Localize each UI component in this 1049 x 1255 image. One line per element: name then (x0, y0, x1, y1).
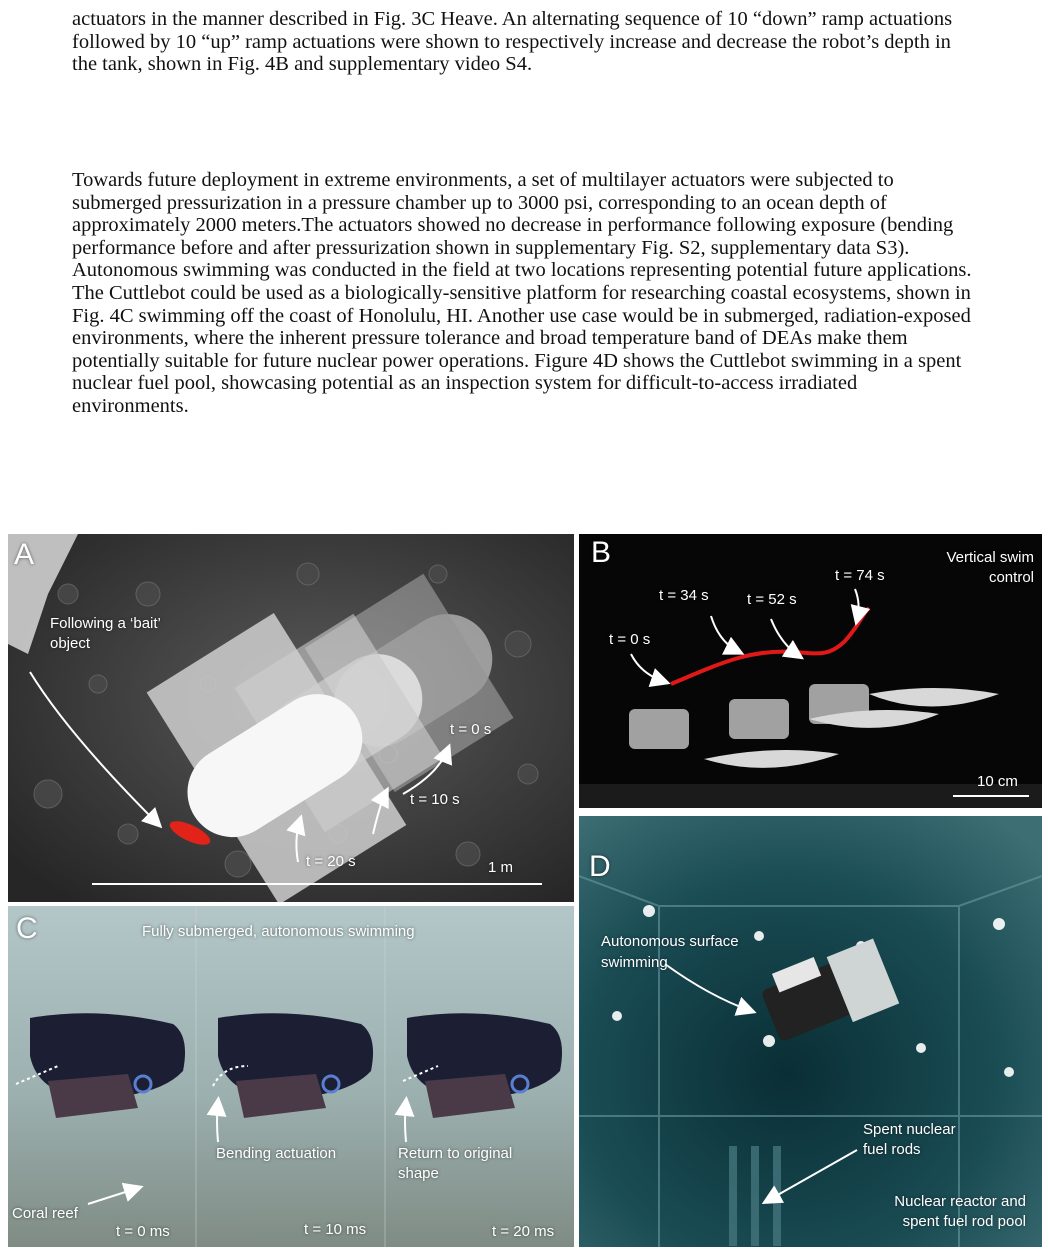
panel-a-bait-label-line2: object (50, 635, 91, 652)
panel-d-surface-label-line2: swimming (601, 954, 668, 971)
panel-d-surface-label-line1: Autonomous surface (601, 933, 739, 950)
panel-d-image (579, 816, 1042, 1247)
figure-panel-a (8, 534, 574, 902)
panel-b-time-0: t = 0 s (609, 631, 651, 648)
panel-d-rods-label-line1: Spent nuclear (863, 1121, 956, 1138)
panel-c-bending-label: Bending actuation (216, 1145, 337, 1162)
panel-d-pool-label-line2: spent fuel rod pool (902, 1213, 1026, 1230)
panel-a-time-0: t = 0 s (450, 721, 492, 738)
panel-a-image (8, 534, 574, 902)
panel-c-return-label-line2: shape (398, 1165, 439, 1182)
figure-panel-c (8, 906, 574, 1247)
panel-b-time-74: t = 74 s (835, 567, 885, 584)
panel-d-pool-label-line1: Nuclear reactor and (894, 1193, 1026, 1210)
panel-a-time-20: t = 20 s (306, 853, 356, 870)
panel-b-scale-label: 10 cm (977, 773, 1018, 790)
panel-b-image (579, 534, 1042, 808)
panel-c-return-label-line1: Return to original (398, 1145, 513, 1162)
panel-c-time-0: t = 0 ms (116, 1223, 170, 1240)
panel-c-letter: C (16, 912, 38, 945)
panel-d-letter: D (589, 850, 611, 883)
panel-d-rods-label-line2: fuel rods (863, 1141, 921, 1158)
panel-a-scale-label: 1 m (488, 859, 514, 876)
panel-a-letter: A (14, 538, 35, 571)
panel-c-reef-label: Coral reef (12, 1205, 78, 1222)
panel-b-time-34: t = 34 s (659, 587, 709, 604)
panel-b-letter: B (591, 536, 612, 569)
panel-b-time-52: t = 52 s (747, 591, 797, 608)
figure-panel-d (579, 816, 1042, 1247)
figure-panel-b (579, 534, 1042, 808)
panel-c-time-10: t = 10 ms (304, 1221, 367, 1238)
panel-b-title-line1: Vertical swim (946, 549, 1034, 566)
paragraph-field-deployment: Towards future deployment in extreme environments, a set of multilayer actuators were subjected to submerged pressurization in a pressure chamber up to 3000 psi, corresponding to an ocean depth of approximately 2000 meters.The actuators showed no decrease in performance following exposure (bending performance before and after pressurization shown in supplementary Fig. S2, supplementary data S3). Autonomous swimming was conducted in the field at two locations representing potential future applications. The Cuttlebot could be used as a biologically-sensitive platform for researching coastal ecosystems, shown in Fig. 4C swimming off the coast of Honolulu, HI. Another use case would be in submerged, radiation-exposed environments, where the inherent pressure tolerance and broad temperature band of DEAs make them potentially suitable for future nuclear power operations. Figure 4D shows the Cuttlebot swimming in a spent nuclear fuel pool, showcasing potential as an inspection system for difficult-to-access irradiated environments. (72, 169, 972, 417)
panel-b-title-line2: control (988, 569, 1034, 586)
panel-c-time-20: t = 20 ms (492, 1223, 555, 1240)
panel-c-title: Fully submerged, autonomous swimming (142, 923, 415, 940)
panel-a-bait-label-line1: Following a ‘bait’ (50, 615, 161, 632)
paragraph-heave-results: actuators in the manner described in Fig. 3C Heave. An alternating sequence of 10 “down” ramp actuations followed by 10 “up” ramp actuations were shown to respectively increase and decrease the robot’s depth in the tank, shown in Fig. 4B and supplementary video S4. (72, 8, 953, 76)
panel-c-image (8, 906, 574, 1247)
panel-a-time-10: t = 10 s (410, 791, 460, 808)
